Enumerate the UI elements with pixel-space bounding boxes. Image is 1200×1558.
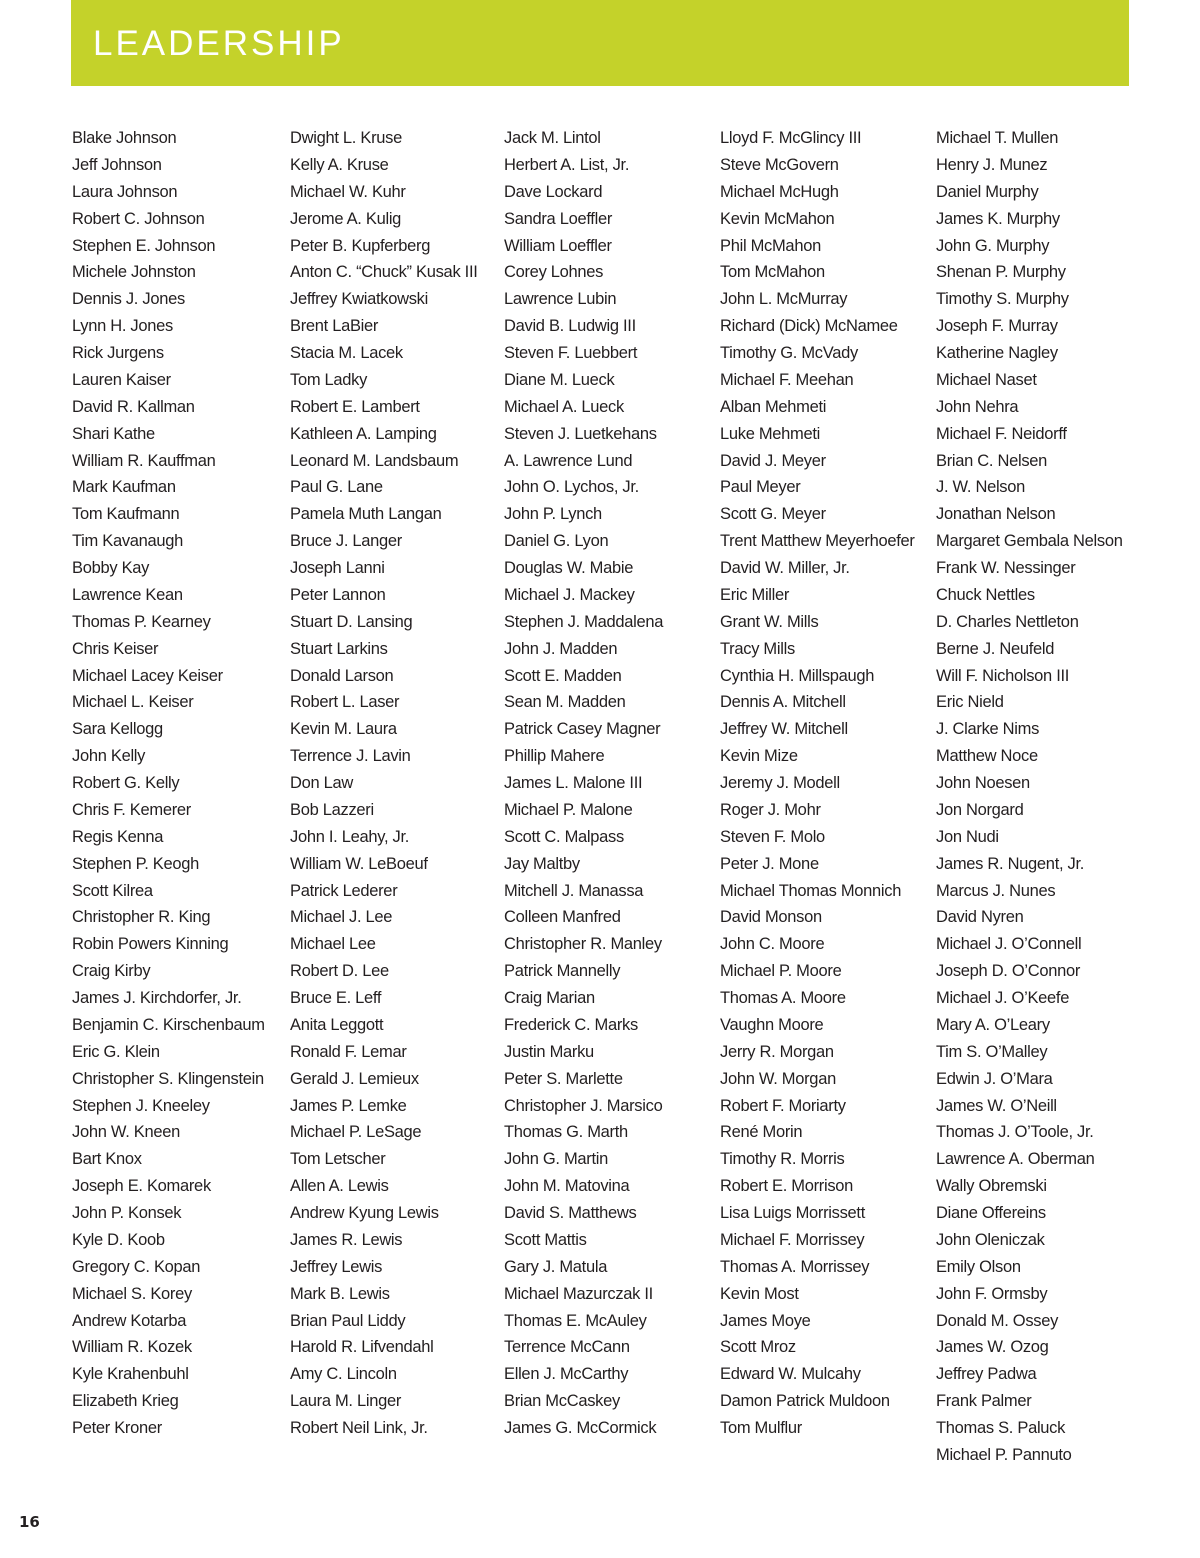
list-item: Jeffrey Kwiatkowski <box>290 290 428 309</box>
list-item: Stacia M. Lacek <box>290 344 403 362</box>
list-item: Bruce J. Langer <box>290 532 402 551</box>
list-item: Kyle Krahenbuhl <box>72 1365 189 1384</box>
list-item: Michael Naset <box>936 370 1037 389</box>
list-item: Bobby Kay <box>72 559 150 577</box>
list-item: D. Charles Nettleton <box>936 612 1079 631</box>
list-item: William Loeffler <box>504 236 612 255</box>
list-item: Sean M. Madden <box>504 693 626 712</box>
list-item: Jay Maltby <box>504 854 580 873</box>
list-item: Michele Johnston <box>72 263 196 282</box>
list-item: Mark Kaufman <box>72 478 176 497</box>
list-item: Robin Powers Kinning <box>72 935 229 954</box>
list-item: Michael P. Moore <box>720 962 842 981</box>
list-item: J. Clarke Nims <box>936 720 1040 739</box>
list-item: Peter Kroner <box>72 1419 162 1437</box>
list-item: Sara Kellogg <box>72 720 163 739</box>
list-item: Thomas P. Kearney <box>72 612 211 631</box>
list-item: Craig Kirby <box>72 962 151 981</box>
list-item: Mary A. O’Leary <box>936 1015 1050 1034</box>
list-item: Timothy S. Murphy <box>936 290 1069 309</box>
header-banner <box>71 0 1129 86</box>
list-item: Robert E. Morrison <box>720 1177 854 1196</box>
list-item: William W. LeBoeuf <box>290 854 428 873</box>
list-item: David Monson <box>720 908 822 927</box>
list-item: Shenan P. Murphy <box>936 263 1066 282</box>
page-title: LEADERSHIP <box>93 24 345 63</box>
list-item: Paul Meyer <box>720 478 801 497</box>
list-item: Dwight L. Kruse <box>290 129 402 147</box>
list-item: Ellen J. McCarthy <box>504 1365 629 1384</box>
list-item: Edward W. Mulcahy <box>720 1365 861 1384</box>
list-item: John Oleniczak <box>936 1230 1045 1249</box>
list-item: Andrew Kotarba <box>72 1311 187 1330</box>
list-item: Michael L. Keiser <box>72 693 194 712</box>
list-item: Lynn H. Jones <box>72 317 173 336</box>
list-item: Gregory C. Kopan <box>72 1257 201 1276</box>
list-item: Joseph D. O’Connor <box>936 962 1081 981</box>
list-item: James G. McCormick <box>504 1419 657 1437</box>
list-item: René Morin <box>720 1123 803 1142</box>
list-item: Jerome A. Kulig <box>290 209 402 228</box>
list-item: Thomas A. Morrissey <box>720 1257 870 1276</box>
list-item: Jeffrey Padwa <box>936 1365 1037 1384</box>
list-item: Brian Paul Liddy <box>290 1311 406 1330</box>
list-item: John W. Kneen <box>72 1123 181 1142</box>
list-item: Diane M. Lueck <box>504 370 615 389</box>
list-item: Dennis A. Mitchell <box>720 693 846 712</box>
list-item: Robert F. Moriarty <box>720 1096 846 1115</box>
list-item: David Nyren <box>936 908 1024 927</box>
list-item: Sandra Loeffler <box>504 209 613 228</box>
list-item: Pamela Muth Langan <box>290 505 442 524</box>
list-item: John P. Lynch <box>504 505 602 524</box>
list-item: Christopher R. Manley <box>504 935 662 954</box>
list-item: Thomas G. Marth <box>504 1123 628 1142</box>
list-item: Cynthia H. Millspaugh <box>720 666 875 685</box>
list-item: Corey Lohnes <box>504 263 604 282</box>
list-item: Douglas W. Mabie <box>504 559 634 577</box>
list-item: Steven J. Luetkehans <box>504 424 657 443</box>
list-item: Robert D. Lee <box>290 962 389 981</box>
list-item: Michael P. Pannuto <box>936 1445 1072 1464</box>
list-item: David S. Matthews <box>504 1204 637 1222</box>
list-item: Lawrence Kean <box>72 585 183 604</box>
list-item: Regis Kenna <box>72 827 164 846</box>
page-number: 16 <box>19 1513 40 1531</box>
list-item: Joseph E. Komarek <box>72 1177 211 1196</box>
name-column-5 <box>936 125 1146 1469</box>
list-item: Michael J. O’Connell <box>936 935 1082 954</box>
list-item: Peter J. Mone <box>720 854 819 873</box>
list-item: James L. Malone III <box>504 774 643 792</box>
list-item: Anton C. “Chuck” Kusak III <box>290 263 478 282</box>
list-item: Leonard M. Landsbaum <box>290 451 459 470</box>
list-item: Donald Larson <box>290 666 394 685</box>
list-item: Harold R. Lifvendahl <box>290 1338 434 1357</box>
list-item: David W. Miller, Jr. <box>720 559 850 577</box>
list-item: Herbert A. List, Jr. <box>504 155 630 174</box>
list-item: Rick Jurgens <box>72 344 164 362</box>
list-item: Michael S. Korey <box>72 1284 192 1303</box>
list-item: Tom Kaufmann <box>72 505 180 524</box>
list-item: Steven F. Molo <box>720 827 825 846</box>
list-item: Michael F. Neidorff <box>936 424 1067 443</box>
list-item: Gerald J. Lemieux <box>290 1069 419 1088</box>
list-item: Chuck Nettles <box>936 585 1035 604</box>
list-item: Terrence J. Lavin <box>290 747 411 766</box>
list-item: John W. Morgan <box>720 1069 836 1088</box>
list-item: Will F. Nicholson III <box>936 666 1070 685</box>
list-item: Amy C. Lincoln <box>290 1365 397 1384</box>
name-column-1 <box>72 125 282 1442</box>
list-item: Patrick Lederer <box>290 881 398 900</box>
list-item: Dennis J. Jones <box>72 290 185 309</box>
list-item: Trent Matthew Meyerhoefer <box>720 532 915 551</box>
list-item: Scott Mattis <box>504 1230 587 1249</box>
list-item: Chris Keiser <box>72 639 159 658</box>
list-item: David R. Kallman <box>72 397 195 416</box>
list-item: Stephen J. Maddalena <box>504 612 664 631</box>
list-item: Scott E. Madden <box>504 666 622 685</box>
list-item: Luke Mehmeti <box>720 424 821 443</box>
list-item: Elizabeth Krieg <box>72 1392 179 1411</box>
list-item: Lloyd F. McGlincy III <box>720 129 862 147</box>
list-item: Peter Lannon <box>290 585 386 604</box>
list-item: Peter S. Marlette <box>504 1069 623 1088</box>
list-item: Damon Patrick Muldoon <box>720 1392 890 1411</box>
list-item: Brian McCaskey <box>504 1392 620 1411</box>
list-item: Daniel Murphy <box>936 182 1039 201</box>
list-item: William R. Kauffman <box>72 451 216 470</box>
list-item: Terrence McCann <box>504 1338 630 1357</box>
list-item: Diane Offereins <box>936 1204 1046 1222</box>
list-item: Jonathan Nelson <box>936 505 1056 524</box>
list-item: Laura M. Linger <box>290 1392 402 1411</box>
list-item: Lauren Kaiser <box>72 370 171 389</box>
list-item: Eric Nield <box>936 693 1004 712</box>
list-item: Michael P. LeSage <box>290 1123 422 1142</box>
list-item: Scott C. Malpass <box>504 827 624 846</box>
list-item: Robert E. Lambert <box>290 397 420 416</box>
list-item: John J. Madden <box>504 639 618 658</box>
list-item: John C. Moore <box>720 935 825 954</box>
list-item: Scott G. Meyer <box>720 505 826 524</box>
list-item: Tracy Mills <box>720 639 795 658</box>
list-item: Dave Lockard <box>504 182 603 201</box>
list-item: James W. Ozog <box>936 1338 1049 1357</box>
list-item: Kelly A. Kruse <box>290 155 389 174</box>
list-item: Frederick C. Marks <box>504 1015 638 1034</box>
list-item: Justin Marku <box>504 1042 594 1061</box>
list-item: Lawrence Lubin <box>504 290 617 309</box>
list-item: Christopher S. Klingenstein <box>72 1069 264 1088</box>
list-item: Chris F. Kemerer <box>72 800 191 819</box>
list-item: Patrick Mannelly <box>504 962 621 981</box>
list-item: John Kelly <box>72 747 146 766</box>
list-item: Tom Mulflur <box>720 1419 802 1437</box>
list-item: John L. McMurray <box>720 290 848 309</box>
list-item: Benjamin C. Kirschenbaum <box>72 1015 265 1034</box>
list-item: Eric Miller <box>720 585 790 604</box>
list-item: Katherine Nagley <box>936 344 1058 362</box>
list-item: Kyle D. Koob <box>72 1230 165 1249</box>
list-item: Brian C. Nelsen <box>936 451 1048 470</box>
list-item: A. Lawrence Lund <box>504 451 633 470</box>
list-item: James Moye <box>720 1311 811 1330</box>
list-item: John F. Ormsby <box>936 1284 1048 1303</box>
list-item: Thomas E. McAuley <box>504 1311 647 1330</box>
list-item: Tim S. O’Malley <box>936 1042 1048 1061</box>
list-item: Roger J. Mohr <box>720 800 821 819</box>
list-item: Bart Knox <box>72 1150 142 1169</box>
list-item: Paul G. Lane <box>290 478 383 497</box>
list-item: Tom McMahon <box>720 263 825 282</box>
list-item: Matthew Noce <box>936 747 1038 766</box>
list-item: Tim Kavanaugh <box>72 532 184 551</box>
list-item: Robert L. Laser <box>290 693 400 712</box>
list-item: Kathleen A. Lamping <box>290 424 437 443</box>
list-item: Stuart D. Lansing <box>290 612 413 631</box>
list-item: Marcus J. Nunes <box>936 881 1056 900</box>
list-item: Jeffrey W. Mitchell <box>720 720 848 739</box>
name-column-4 <box>720 125 930 1442</box>
list-item: Ronald F. Lemar <box>290 1042 407 1061</box>
list-item: Craig Marian <box>504 989 595 1007</box>
list-item: Colleen Manfred <box>504 908 621 927</box>
list-item: Emily Olson <box>936 1257 1021 1276</box>
list-item: Michael W. Kuhr <box>290 182 406 201</box>
list-item: Donald M. Ossey <box>936 1311 1059 1330</box>
list-item: Bruce E. Leff <box>290 989 382 1007</box>
list-item: John Noesen <box>936 774 1030 792</box>
list-item: Margaret Gembala Nelson <box>936 532 1123 551</box>
list-item: Peter B. Kupferberg <box>290 236 431 255</box>
list-item: Alban Mehmeti <box>720 397 827 416</box>
list-item: David J. Meyer <box>720 451 826 470</box>
name-column-2 <box>290 125 500 1442</box>
list-item: John G. Murphy <box>936 236 1050 255</box>
list-item: Kevin M. Laura <box>290 720 397 739</box>
list-item: Kevin Most <box>720 1284 799 1303</box>
list-item: Robert G. Kelly <box>72 774 180 792</box>
list-item: James J. Kirchdorfer, Jr. <box>72 989 242 1007</box>
list-item: Blake Johnson <box>72 129 177 147</box>
list-item: Tom Ladky <box>290 370 368 389</box>
list-item: Robert Neil Link, Jr. <box>290 1419 428 1437</box>
list-item: Tom Letscher <box>290 1150 386 1169</box>
list-item: Joseph F. Murray <box>936 317 1058 336</box>
list-item: Shari Kathe <box>72 424 155 443</box>
list-item: Eric G. Klein <box>72 1042 160 1061</box>
list-item: Jon Nudi <box>936 827 999 846</box>
list-item: Michael J. O’Keefe <box>936 989 1070 1007</box>
list-item: Stephen J. Kneeley <box>72 1096 210 1115</box>
list-item: Michael Thomas Monnich <box>720 881 902 900</box>
list-item: James K. Murphy <box>936 209 1060 228</box>
list-item: Anita Leggott <box>290 1015 384 1034</box>
list-item: Kevin Mize <box>720 747 798 766</box>
list-item: Stephen E. Johnson <box>72 236 216 255</box>
list-item: Scott Mroz <box>720 1338 796 1357</box>
list-item: Michael T. Mullen <box>936 129 1059 147</box>
list-item: Gary J. Matula <box>504 1257 608 1276</box>
list-item: Don Law <box>290 774 354 792</box>
list-item: Frank Palmer <box>936 1392 1032 1411</box>
list-item: Stephen P. Keogh <box>72 854 200 873</box>
list-item: Laura Johnson <box>72 182 178 201</box>
list-item: John G. Martin <box>504 1150 609 1169</box>
list-item: Christopher R. King <box>72 908 211 927</box>
list-item: Jack M. Lintol <box>504 129 601 147</box>
list-item: Jeff Johnson <box>72 155 162 174</box>
list-item: Edwin J. O’Mara <box>936 1069 1053 1088</box>
list-item: Michael P. Malone <box>504 800 633 819</box>
list-item: Thomas A. Moore <box>720 989 846 1007</box>
list-item: Scott Kilrea <box>72 881 153 900</box>
list-item: Brent LaBier <box>290 317 379 336</box>
list-item: David B. Ludwig III <box>504 317 636 336</box>
list-item: Allen A. Lewis <box>290 1177 389 1196</box>
list-item: Mitchell J. Manassa <box>504 881 644 900</box>
list-item: Phillip Mahere <box>504 747 605 766</box>
list-item: James W. O’Neill <box>936 1096 1057 1115</box>
list-item: John O. Lychos, Jr. <box>504 478 639 497</box>
list-item: Patrick Casey Magner <box>504 720 661 739</box>
list-item: Berne J. Neufeld <box>936 639 1055 658</box>
list-item: Lisa Luigs Morrissett <box>720 1204 866 1222</box>
name-column-3 <box>504 125 714 1442</box>
list-item: Frank W. Nessinger <box>936 559 1076 577</box>
list-item: Kevin McMahon <box>720 209 835 228</box>
list-item: Thomas J. O’Toole, Jr. <box>936 1123 1094 1142</box>
list-item: Michael McHugh <box>720 182 839 201</box>
list-item: Michael Lee <box>290 935 376 954</box>
list-item: Michael A. Lueck <box>504 397 624 416</box>
list-item: Michael Lacey Keiser <box>72 666 223 685</box>
list-item: Wally Obremski <box>936 1177 1047 1196</box>
list-item: William R. Kozek <box>72 1338 192 1357</box>
list-item: Michael J. Mackey <box>504 585 635 604</box>
list-item: Michael F. Meehan <box>720 370 854 389</box>
list-item: James R. Lewis <box>290 1230 403 1249</box>
list-item: James R. Nugent, Jr. <box>936 854 1085 873</box>
list-item: Steven F. Luebbert <box>504 344 638 362</box>
list-item: Mark B. Lewis <box>290 1284 390 1303</box>
list-item: Jeremy J. Modell <box>720 774 840 792</box>
list-item: Michael Mazurczak II <box>504 1284 653 1303</box>
list-item: Timothy R. Morris <box>720 1150 845 1169</box>
list-item: James P. Lemke <box>290 1096 407 1115</box>
list-item: Vaughn Moore <box>720 1015 824 1034</box>
list-item: Phil McMahon <box>720 236 821 255</box>
list-item: Jon Norgard <box>936 800 1024 819</box>
list-item: Richard (Dick) McNamee <box>720 317 898 336</box>
list-item: Timothy G. McVady <box>720 344 858 362</box>
list-item: Robert C. Johnson <box>72 209 205 228</box>
list-item: J. W. Nelson <box>936 478 1026 497</box>
list-item: Bob Lazzeri <box>290 800 374 819</box>
list-item: John M. Matovina <box>504 1177 630 1196</box>
list-item: Daniel G. Lyon <box>504 532 609 551</box>
list-item: Jeffrey Lewis <box>290 1257 383 1276</box>
list-item: Jerry R. Morgan <box>720 1042 834 1061</box>
list-item: Joseph Lanni <box>290 559 385 577</box>
list-item: Henry J. Munez <box>936 155 1048 174</box>
list-item: Christopher J. Marsico <box>504 1096 663 1115</box>
list-item: Steve McGovern <box>720 155 839 174</box>
list-item: Andrew Kyung Lewis <box>290 1204 439 1222</box>
list-item: Thomas S. Paluck <box>936 1419 1066 1437</box>
list-item: John Nehra <box>936 397 1019 416</box>
list-item: John P. Konsek <box>72 1204 182 1222</box>
list-item: Michael F. Morrissey <box>720 1230 865 1249</box>
list-item: Grant W. Mills <box>720 612 819 631</box>
list-item: Lawrence A. Oberman <box>936 1150 1095 1169</box>
list-item: John I. Leahy, Jr. <box>290 827 410 846</box>
list-item: Michael J. Lee <box>290 908 393 927</box>
list-item: Stuart Larkins <box>290 639 388 658</box>
